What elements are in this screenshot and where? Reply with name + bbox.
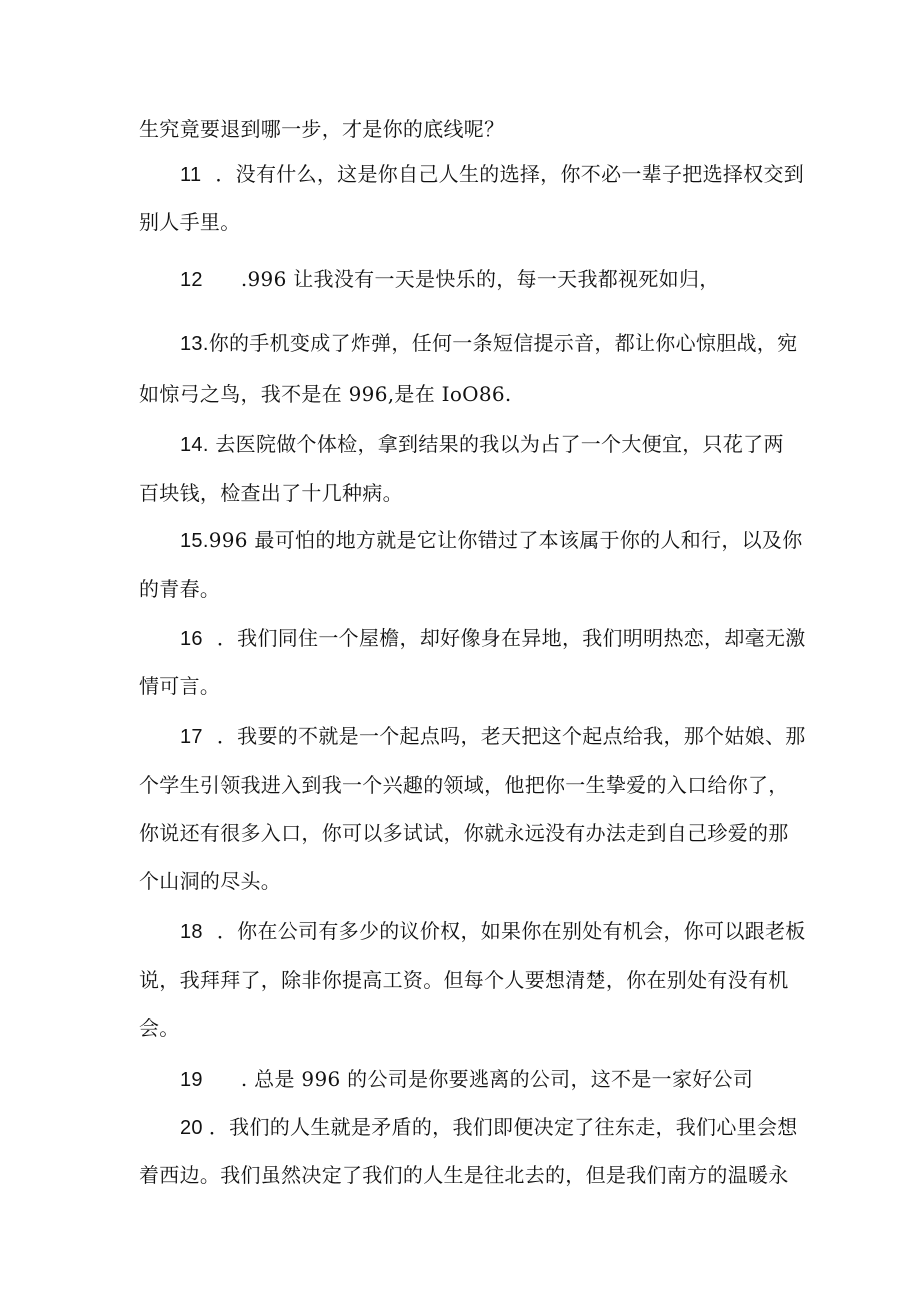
paragraph-number: 17 xyxy=(180,726,203,748)
paragraph-number: 11 xyxy=(180,164,202,186)
paragraph-14-line-1 xyxy=(180,431,789,458)
paragraph-16-line-2: 情可言。 xyxy=(139,674,221,698)
paragraph-text: ．我们的人生就是矛盾的，我们即便决定了往东走，我们心里会想 xyxy=(208,1115,798,1139)
paragraph-11-line-1 xyxy=(180,161,805,188)
paragraph-number: 14. xyxy=(180,434,209,456)
paragraph-number: 19 xyxy=(180,1069,203,1091)
paragraph-14-line-2: 百块钱，检查出了十几种病。 xyxy=(139,481,403,505)
paragraph-number: 13. xyxy=(180,333,209,355)
paragraph-20-line-2: 着西边。我们虽然决定了我们的人生是往北去的，但是我们南方的温暖永 xyxy=(139,1163,789,1187)
paragraph-text: 去医院做个体检，拿到结果的我以为占了一个大便宜，只花了两 xyxy=(208,432,784,456)
paragraph-16-line-1 xyxy=(180,625,806,652)
paragraph-text: ．没有什么，这是你自己人生的选择，你不必一辈子把选择权交到 xyxy=(215,162,805,186)
paragraph-18-line-3: 会。 xyxy=(139,1016,180,1040)
paragraph-17-line-1 xyxy=(180,723,806,750)
paragraph-13-line-2: 如惊弓之鸟，我不是在 996,是在 IoO86. xyxy=(139,382,512,406)
paragraph-text: ．你在公司有多少的议价权，如果你在别处有机会，你可以跟老板 xyxy=(216,919,806,943)
paragraph-line: 生究竟要退到哪一步，才是你的底线呢？ xyxy=(139,117,505,141)
paragraph-13-line-1 xyxy=(180,330,798,357)
paragraph-11-line-2: 别人手里。 xyxy=(139,210,241,234)
paragraph-18-line-2: 说，我拜拜了，除非你提高工资。但每个人要想清楚，你在别处有没有机 xyxy=(139,968,789,992)
paragraph-17-line-2: 个学生引领我进入到我一个兴趣的领域，他把你一生挚爱的入口给你了， xyxy=(139,773,789,797)
paragraph-text: ．我们同住一个屋檐，却好像身在异地，我们明明热恋，却毫无激 xyxy=(216,626,806,650)
paragraph-number: 20 xyxy=(180,1117,203,1139)
paragraph-15-line-1 xyxy=(180,527,803,554)
paragraph-text: 你的手机变成了炸弹，任何一条短信提示音，都让你心惊胆战，宛 xyxy=(208,331,798,355)
paragraph-text: ．我要的不就是一个起点吗，老天把这个起点给我，那个姑娘、那 xyxy=(216,724,806,748)
paragraph-text: . 总是 996 的公司是你要逃离的公司，这不是一家好公司 xyxy=(240,1067,754,1091)
paragraph-number: 16 xyxy=(180,628,203,650)
paragraph-number: 18 xyxy=(180,921,203,943)
paragraph-number: 12 xyxy=(180,269,203,291)
paragraph-number: 15. xyxy=(180,530,209,552)
paragraph-text: 996 最可怕的地方就是它让你错过了本该属于你的人和行，以及你 xyxy=(208,528,803,552)
paragraph-18-line-1 xyxy=(180,918,806,945)
paragraph-12-line-1 xyxy=(180,266,789,293)
paragraph-20-line-1 xyxy=(180,1114,798,1141)
paragraph-text: .996 让我没有一天是快乐的，每一天我都视死如归， xyxy=(240,267,720,291)
paragraph-19-line-1 xyxy=(180,1066,789,1093)
paragraph-15-line-2: 的青春。 xyxy=(139,577,221,601)
paragraph-17-line-3: 你说还有很多入口，你可以多试试，你就永远没有办法走到自己珍爱的那 xyxy=(139,821,789,845)
paragraph-17-line-4: 个山洞的尽头。 xyxy=(139,869,282,893)
